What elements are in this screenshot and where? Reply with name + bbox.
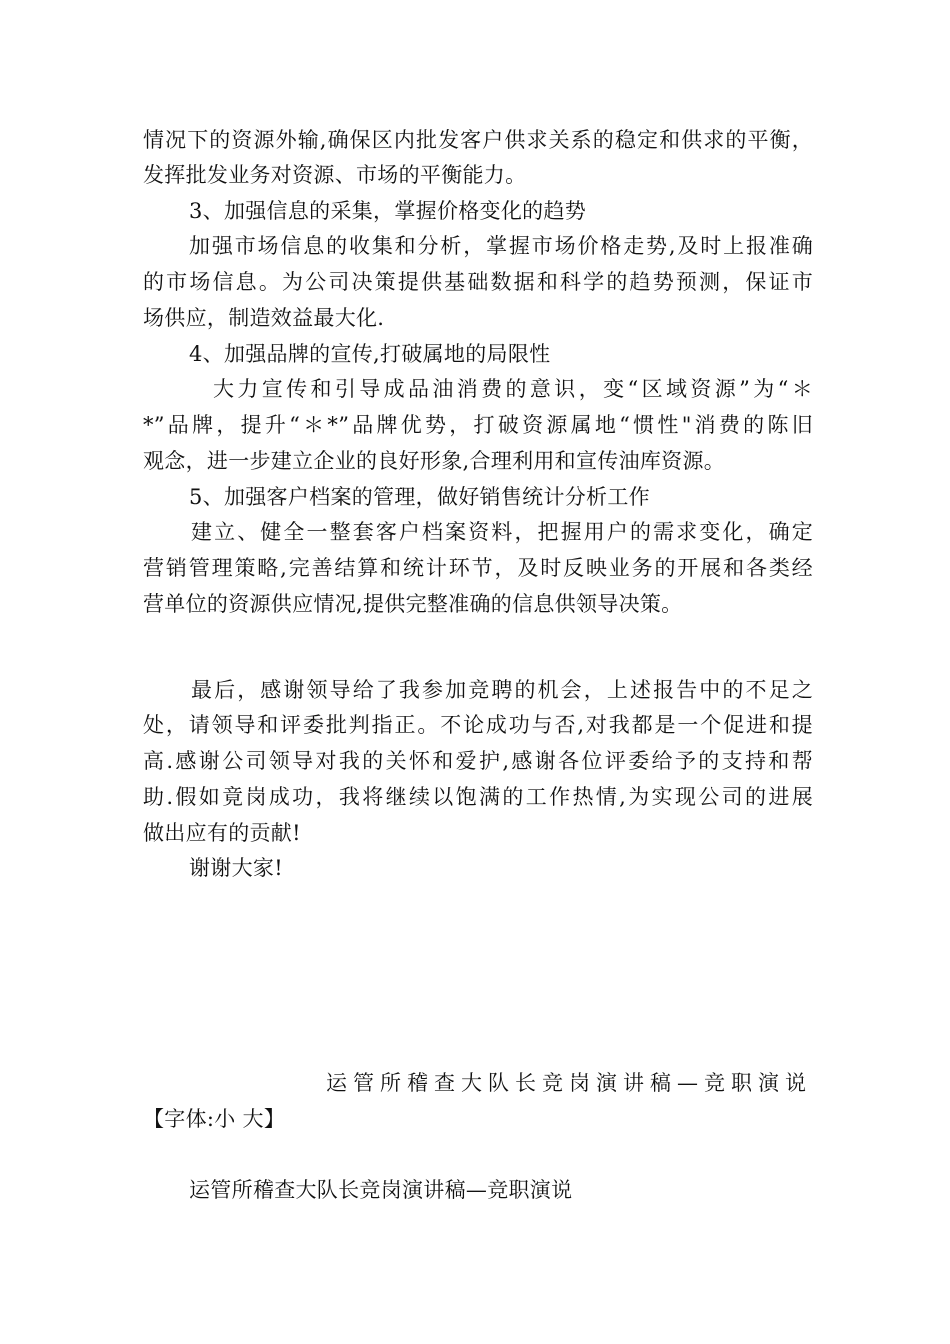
body-line: 的市场信息。为公司决策提供基础数据和科学的趋势预测，保证市 xyxy=(143,270,813,294)
next-article-subtitle: 运管所稽查大队长竞岗演讲稿—竞职演说 xyxy=(189,1178,573,1202)
body-line: *”品牌，提升“＊*”品牌优势，打破资源属地“惯性"消费的陈旧 xyxy=(143,413,813,437)
closing-line: 做出应有的贡献! xyxy=(143,821,301,845)
closing-line: 助.假如竟岗成功，我将继续以饱满的工作热情,为实现公司的进展 xyxy=(143,785,813,809)
closing-line: 处，请领导和评委批判指正。不论成功与否,对我都是一个促进和提 xyxy=(143,713,813,737)
body-line: 建立、健全一整套客户档案资料，把握用户的需求变化，确定 xyxy=(191,520,813,544)
font-size-control[interactable]: 【字体:小 大】 xyxy=(143,1107,286,1131)
section-heading: 5、加强客户档案的管理，做好销售统计分析工作 xyxy=(189,485,650,509)
section-heading: 3、加强信息的采集，掌握价格变化的趋势 xyxy=(189,199,587,223)
body-line: 观念，进一步建立企业的良好形象,合理利用和宣传油库资源。 xyxy=(143,449,726,473)
body-line: 营销管理策略,完善结算和统计环节，及时反映业务的开展和各类经 xyxy=(143,556,813,580)
body-line: 加强市场信息的收集和分析，掌握市场价格走势,及时上报准确 xyxy=(189,234,813,258)
next-article-title: 运管所稽查大队长竞岗演讲稿—竞职演说 xyxy=(326,1071,806,1095)
body-line: 情况下的资源外输,确保区内批发客户供求关系的稳定和供求的平衡， xyxy=(143,128,813,152)
body-line: 发挥批发业务对资源、市场的平衡能力。 xyxy=(143,163,527,187)
thanks-line: 谢谢大家! xyxy=(189,856,283,880)
body-line: 大力宣传和引导成品油消费的意识，变“区域资源”为“＊ xyxy=(213,377,813,401)
closing-line: 最后，感谢领导给了我参加竞聘的机会，上述报告中的不足之 xyxy=(191,678,813,702)
section-heading: 4、加强品牌的宣传,打破属地的局限性 xyxy=(189,342,551,366)
body-line: 场供应，制造效益最大化. xyxy=(143,306,385,330)
body-line: 营单位的资源供应情况,提供完整准确的信息供领导决策。 xyxy=(143,592,683,616)
closing-line: 高.感谢公司领导对我的关怀和爱护,感谢各位评委给予的支持和帮 xyxy=(143,749,813,773)
